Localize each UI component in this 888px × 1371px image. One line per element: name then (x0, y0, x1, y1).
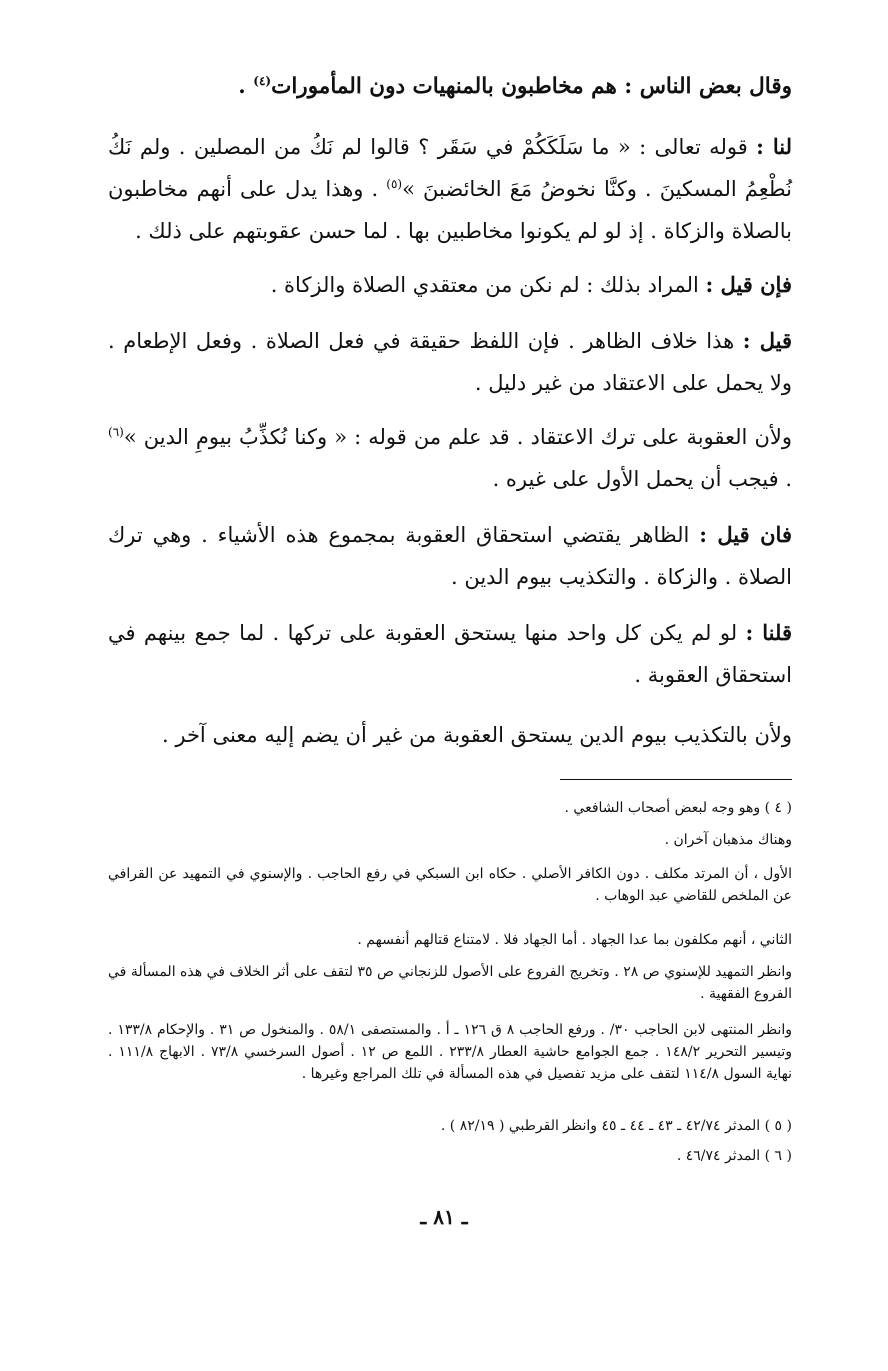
paragraph-3-text: هذا خلاف الظاهر . فإن اللفظ حقيقة في فعل الصلاة . وفعل الإطعام . ولا يحمل على الاعتقاد من غير دليل . (108, 329, 792, 395)
paragraph-6-text: لو لم يكن كل واحد منها يستحق العقوبة على تركها . لما جمع بينهم في استحقاق العقوبة . (108, 621, 792, 687)
paragraph-7 (108, 714, 792, 756)
heading-text: وقال بعض الناس : هم مخاطبون بالمنهيات دون المأمورات (271, 74, 792, 99)
footnote-4-first-opinion: الأول ، أن المرتد مكلف . دون الكافر الأصلي . حكاه ابن السبكي في رفع الحاجب . والإسنوي في التمهيد عن القرافي عن الملخص للقاضي عبد الوهاب . (108, 866, 792, 904)
footnote-6: ( ٦ ) المدثر ٤٦/٧٤ . (676, 1148, 792, 1164)
paragraph-5-lead: فان قيل : (699, 522, 792, 547)
paragraph-2-lead: فإن قيل : (705, 272, 792, 297)
heading-end: . (238, 74, 254, 99)
page-number: ـ ٨١ ـ (420, 1205, 468, 1229)
paragraph-1-text-a: قوله تعالى : « ما سَلَكَكُمْ في سَقَر ؟ قالوا لم نَكُ من المصلين . ولم نَكُ نُطْعِمُ المسكينَ . وكنَّا نخوضُ مَعَ الخائضبنَ » (108, 135, 792, 201)
paragraph-7-text: ولأن بالتكذيب بيوم الدين يستحق العقوبة من غير أن يضم إليه معنى آخر . (162, 723, 792, 747)
paragraph-1-text-b: . وهذا يدل على أنهم مخاطبون بالصلاة والزكاة . إذ لو لم يكونوا مخاطبين بها . لما حسن عقوبتهم على ذلك . (108, 177, 792, 243)
footnote-4-second-opinion: الثاني ، أنهم مكلفون بما عدا الجهاد . أما الجهاد فلا . لامتناع قتالهم أنفسهم . (357, 932, 792, 948)
footnote-divider (560, 779, 792, 780)
section-heading (108, 66, 792, 108)
footnote-ref-5: (٥) (386, 177, 403, 191)
paragraph-3 (108, 320, 792, 404)
paragraph-2 (108, 264, 792, 306)
footnote-ref-4: (٤) (253, 73, 272, 88)
footnote-4-intro: وهناك مذهبان آخران . (664, 832, 792, 848)
footnote-4-reference-a: وانظر التمهيد للإسنوي ص ٢٨ . وتخريج الفروع على الأصول للزنجاني ص ٣٥ لتقف على أثر الخلاف في هذه المسألة في الفروع الفقهية . (108, 964, 792, 1002)
footnote-5: ( ٥ ) المدثر ٤٢/٧٤ ـ ٤٣ ـ ٤٤ ـ ٤٥ وانظر القرطبي ( ٨٢/١٩ ) . (440, 1118, 792, 1134)
paragraph-4-text-b: . فيجب أن يحمل الأول على غيره . (492, 467, 792, 491)
paragraph-1-lead: لنا : (756, 134, 792, 159)
footnote-4-line: ( ٤ ) وهو وجه لبعض أصحاب الشافعي . (564, 800, 792, 816)
paragraph-5-text: الظاهر يقتضي استحقاق العقوبة بمجموع هذه الأشياء . وهي ترك الصلاة . والزكاة . والتكذيب بيوم الدين . (108, 523, 792, 589)
paragraph-1 (108, 126, 792, 252)
paragraph-6-lead: قلنا : (745, 620, 792, 645)
paragraph-2-text: المراد بذلك : لم نكن من معتقدي الصلاة والزكاة . (270, 273, 706, 297)
paragraph-6 (108, 612, 792, 696)
paragraph-4-text-a: ولأن العقوبة على ترك الاعتقاد . قد علم من قوله : « وكنا نُكذِّبُ بيومِ الدين » (123, 425, 792, 449)
paragraph-4 (108, 416, 792, 500)
footnote-ref-6: (٦) (108, 425, 124, 439)
paragraph-3-lead: قيل : (742, 328, 793, 353)
footnote-4-reference-b: وانظر المنتهى لابن الحاجب ٣٠/ . ورفع الحاجب ٨ ق ١٢٦ ـ أ . والمستصفى ٥٨/١ . والمنخول ص ٣١ . والإحكام ١٣٣/٨ . وتيسير التحرير ١٤٨/٢ . جمع الجوامع حاشية العطار ٢٣٣/٨ . اللمع ص ١٢ . أصول السرخسي ٧٣/٨ . الابهاج ١١١/٨ . نهاية السول ١١٤/٨ لتقف على مزيد تفصيل في هذه المسألة في تلك المراجع وغيرها . (108, 1022, 793, 1082)
paragraph-5 (108, 514, 792, 598)
